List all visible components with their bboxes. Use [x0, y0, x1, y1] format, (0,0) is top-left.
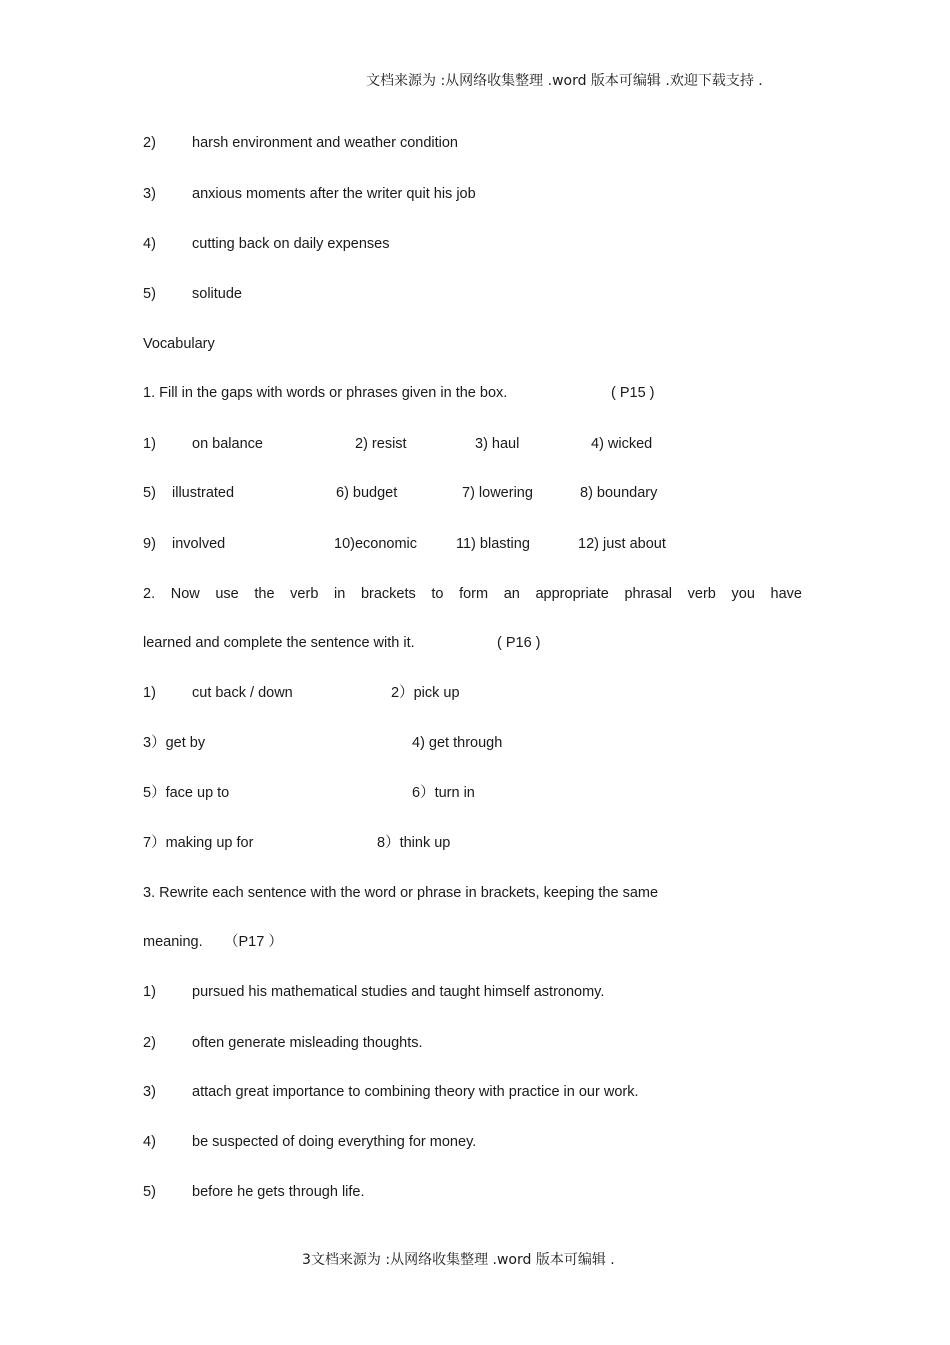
list-item-number: 3) [143, 186, 156, 202]
answer-item: 2) resist [355, 436, 407, 452]
answer-item: 7) lowering [462, 485, 533, 501]
answer-item: 6) budget [336, 485, 398, 501]
title-word: Now [170, 586, 200, 602]
title-word: 2. [143, 586, 156, 602]
title-word: have [770, 586, 802, 602]
answer-item: 8）think up [377, 835, 451, 851]
answer-number: 1) [143, 685, 156, 701]
answer-item: 6）turn in [412, 785, 475, 801]
answer-number: 5) [143, 485, 156, 501]
exercise-3-title: 3. Rewrite each sentence with the word or phrase in brackets, keeping the same [143, 885, 659, 901]
list-item-number: 3) [143, 1084, 156, 1100]
list-item-text: harsh environment and weather condition [192, 135, 458, 151]
title-word: verb [290, 586, 319, 602]
exercise-2-title-line2: learned and complete the sentence with it. [143, 635, 415, 651]
answer-item: 12) just about [578, 536, 666, 552]
list-item-text: be suspected of doing everything for money. [192, 1134, 477, 1150]
list-item-number: 4) [143, 1134, 156, 1150]
answer-item: 5）face up to [143, 785, 230, 801]
list-item-text: before he gets through life. [192, 1184, 365, 1200]
exercise-3-page-ref: （P17 ） [224, 934, 283, 950]
answer-item: 7）making up for [143, 835, 254, 851]
exercise-2-page-ref: ( P16 ) [497, 635, 541, 651]
exercise-3-title-line2: meaning. [143, 934, 203, 950]
title-word: an [503, 586, 520, 602]
title-word: appropriate [535, 586, 609, 602]
page-footer: 3文档来源为 :从网络收集整理 .word 版本可编辑 . [302, 1252, 615, 1268]
list-item-text: attach great importance to combining theory with practice in our work. [192, 1084, 639, 1100]
answer-item: cut back / down [192, 685, 293, 701]
exercise-1-page-ref: ( P15 ) [611, 385, 655, 401]
exercise-2-title [143, 585, 802, 603]
list-item-number: 2) [143, 135, 156, 151]
title-word: verb [687, 586, 716, 602]
title-word: form [459, 586, 489, 602]
section-heading-vocabulary: Vocabulary [143, 336, 215, 352]
list-item-number: 5) [143, 286, 156, 302]
answer-item: 4) get through [412, 735, 503, 751]
list-item-number: 5) [143, 1184, 156, 1200]
title-word: in [334, 586, 346, 602]
title-word: brackets [360, 586, 416, 602]
answer-item: 10)economic [334, 536, 418, 552]
title-word: to [431, 586, 444, 602]
answer-item: illustrated [172, 485, 235, 501]
list-item-number: 4) [143, 236, 156, 252]
list-item-text: cutting back on daily expenses [192, 236, 390, 252]
answer-number: 1) [143, 436, 156, 452]
answer-item: 3) haul [475, 436, 520, 452]
list-item-text: often generate misleading thoughts. [192, 1035, 423, 1051]
page-header: 文档来源为 :从网络收集整理 .word 版本可编辑 .欢迎下载支持 . [366, 73, 763, 89]
answer-item: 8) boundary [580, 485, 658, 501]
answer-item: involved [172, 536, 226, 552]
exercise-1-title: 1. Fill in the gaps with words or phrases given in the box. [143, 385, 508, 401]
list-item-number: 1) [143, 984, 156, 1000]
list-item-text: anxious moments after the writer quit his job [192, 186, 476, 202]
answer-item: 11) blasting [456, 536, 530, 552]
title-word: phrasal [624, 586, 673, 602]
list-item-number: 2) [143, 1035, 156, 1051]
answer-item: 3）get by [143, 735, 206, 751]
answer-item: 2）pick up [391, 685, 460, 701]
title-word: the [254, 586, 275, 602]
answer-item: 4) wicked [591, 436, 653, 452]
answer-number: 9) [143, 536, 156, 552]
list-item-text: pursued his mathematical studies and taught himself astronomy. [192, 984, 605, 1000]
list-item-text: solitude [192, 286, 242, 302]
title-word: use [215, 586, 239, 602]
answer-item: on balance [192, 436, 263, 452]
title-word: you [731, 586, 755, 602]
